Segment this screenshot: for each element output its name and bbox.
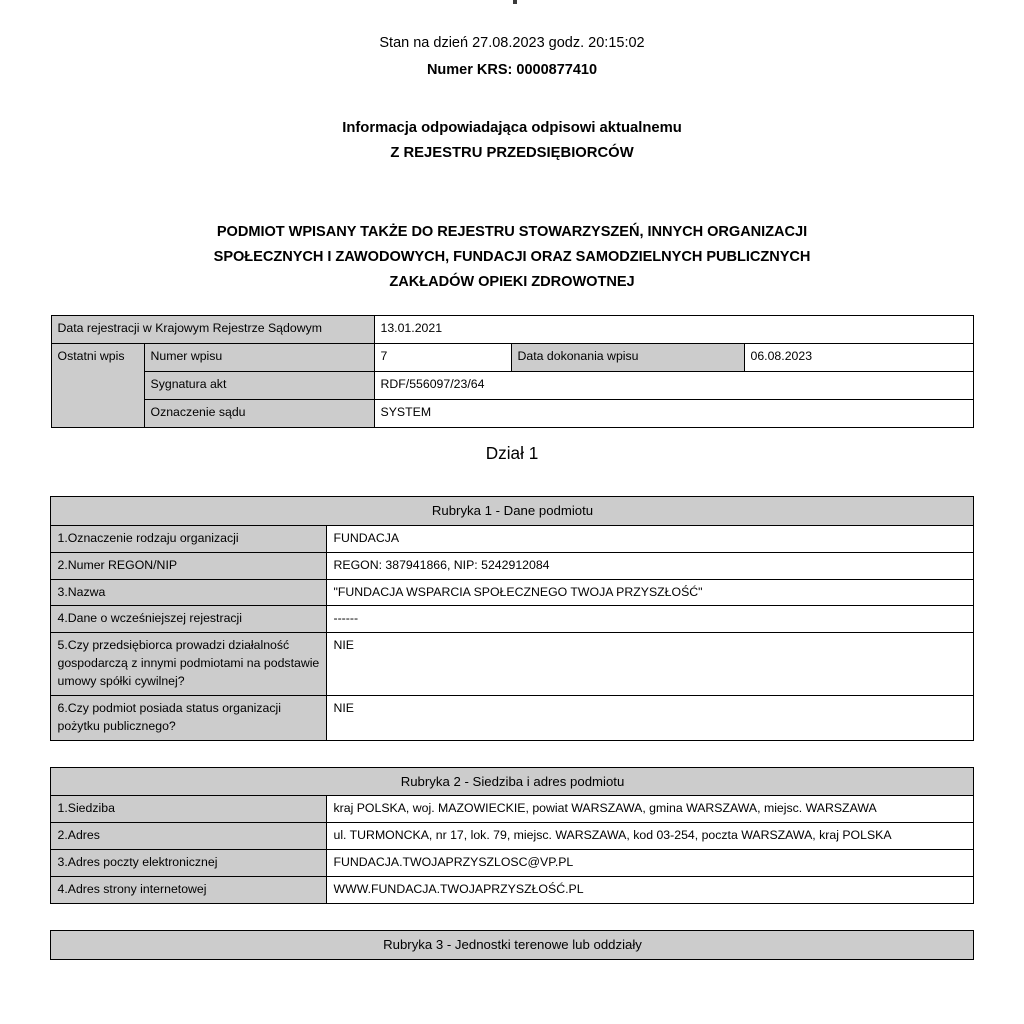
rubryka-1-row-1-label: 1.Oznaczenie rodzaju organizacji bbox=[51, 525, 327, 552]
table-row bbox=[51, 850, 973, 877]
rubryka-2-row-2-value: ul. TURMONCKA, nr 17, lok. 79, miejsc. WARSZAWA, kod 03-254, poczta WARSZAWA, kraj POLSKA bbox=[327, 823, 973, 850]
entry-number-value: 7 bbox=[374, 344, 511, 372]
rubryka-2-row-1-value: kraj POLSKA, woj. MAZOWIECKIE, powiat WARSZAWA, gmina WARSZAWA, miejsc. WARSZAWA bbox=[327, 796, 973, 823]
rubryka-1-row-4-label: 4.Dane o wcześniejszej rejestracji bbox=[51, 606, 327, 633]
rubryka-1-row-3-value: "FUNDACJA WSPARCIA SPOŁECZNEGO TWOJA PRZYSZŁOŚĆ" bbox=[327, 579, 973, 606]
registry-subject-line-2: SPOŁECZNYCH I ZAWODOWYCH, FUNDACJI ORAZ SAMODZIELNYCH PUBLICZNYCH bbox=[213, 248, 811, 265]
table-row bbox=[51, 768, 973, 796]
table-row bbox=[51, 497, 973, 525]
file-signature-value: RDF/556097/23/64 bbox=[374, 372, 973, 400]
entry-date-label: Data dokonania wpisu bbox=[511, 344, 744, 372]
cut-off-text-artifact bbox=[513, 0, 517, 4]
registration-date-value: 13.01.2021 bbox=[374, 316, 973, 344]
registration-table bbox=[51, 315, 974, 428]
section-heading-dzial-1: Dział 1 bbox=[485, 443, 539, 464]
table-row bbox=[51, 400, 973, 428]
rubryka-2-row-3-label: 3.Adres poczty elektronicznej bbox=[51, 850, 327, 877]
court-designation-label: Oznaczenie sądu bbox=[144, 400, 374, 428]
status-date-line: Stan na dzień 27.08.2023 godz. 20:15:02 bbox=[379, 35, 645, 51]
spacer-before-rubryka-1 bbox=[0, 462, 1024, 496]
table-row bbox=[51, 344, 973, 372]
rubryka-2-row-1-label: 1.Siedziba bbox=[51, 796, 327, 823]
document-title-line-2: Z REJESTRU PRZEDSIĘBIORCÓW bbox=[390, 145, 634, 162]
table-row bbox=[51, 877, 973, 904]
last-entry-label: Ostatni wpis bbox=[51, 344, 144, 428]
spacer-before-rubryka-2 bbox=[0, 741, 1024, 767]
rubryka-1-row-6-label: 6.Czy podmiot posiada status organizacji pożytku publicznego? bbox=[51, 696, 327, 741]
rubryka-1-row-2-value: REGON: 387941866, NIP: 5242912084 bbox=[327, 552, 973, 579]
table-row bbox=[51, 579, 973, 606]
table-row bbox=[51, 696, 973, 741]
rubryka-2-row-3-value: FUNDACJA.TWOJAPRZYSZLOSC@VP.PL bbox=[327, 850, 973, 877]
document-title bbox=[0, 77, 1024, 167]
rubryka-1-row-6-value: NIE bbox=[327, 696, 973, 741]
rubryka-1-row-5-value: NIE bbox=[327, 633, 973, 696]
document-title-line-1: Informacja odpowiadająca odpisowi aktualnemu bbox=[342, 120, 682, 136]
rubryka-1-table bbox=[50, 496, 973, 741]
registry-subject-heading bbox=[0, 167, 1024, 295]
table-row bbox=[51, 633, 973, 696]
court-designation-value: SYSTEM bbox=[374, 400, 973, 428]
table-row bbox=[51, 823, 973, 850]
rubryka-1-row-5-label: 5.Czy przedsiębiorca prowadzi działalność gospodarczą z innymi podmiotami na podstawie umowy spółki cywilnej? bbox=[51, 633, 327, 696]
table-row bbox=[51, 372, 973, 400]
rubryka-3-heading: Rubryka 3 - Jednostki terenowe lub oddziały bbox=[51, 931, 973, 959]
registration-table-wrapper bbox=[0, 295, 1024, 428]
rubryka-2-row-4-value: WWW.FUNDACJA.TWOJAPRZYSZŁOŚĆ.PL bbox=[327, 877, 973, 904]
registry-subject-line-3: ZAKŁADÓW OPIEKI ZDROWOTNEJ bbox=[389, 274, 635, 291]
krs-number: Numer KRS: 0000877410 bbox=[426, 61, 598, 78]
rubryka-2-row-4-label: 4.Adres strony internetowej bbox=[51, 877, 327, 904]
file-signature-label: Sygnatura akt bbox=[144, 372, 374, 400]
registry-subject-line-1: PODMIOT WPISANY TAKŻE DO REJESTRU STOWARZYSZEŃ, INNYCH ORGANIZACJI bbox=[216, 223, 808, 240]
table-row bbox=[51, 525, 973, 552]
table-row bbox=[51, 606, 973, 633]
rubryka-3-table bbox=[50, 930, 973, 959]
rubryka-1-row-3-label: 3.Nazwa bbox=[51, 579, 327, 606]
spacer-before-rubryka-3 bbox=[0, 904, 1024, 930]
entry-date-value: 06.08.2023 bbox=[744, 344, 973, 372]
table-row bbox=[51, 552, 973, 579]
rubryka-2-row-2-label: 2.Adres bbox=[51, 823, 327, 850]
rubryka-1-row-2-label: 2.Numer REGON/NIP bbox=[51, 552, 327, 579]
entry-number-label: Numer wpisu bbox=[144, 344, 374, 372]
rubryka-1-row-1-value: FUNDACJA bbox=[327, 525, 973, 552]
table-row bbox=[51, 796, 973, 823]
rubryka-2-heading: Rubryka 2 - Siedziba i adres podmiotu bbox=[51, 768, 973, 796]
rubryka-1-row-4-value: ------ bbox=[327, 606, 973, 633]
rubryka-1-heading: Rubryka 1 - Dane podmiotu bbox=[51, 497, 973, 525]
registration-date-label: Data rejestracji w Krajowym Rejestrze Sądowym bbox=[51, 316, 374, 344]
table-row bbox=[51, 316, 973, 344]
table-row bbox=[51, 931, 973, 959]
rubryka-2-table bbox=[50, 767, 973, 904]
